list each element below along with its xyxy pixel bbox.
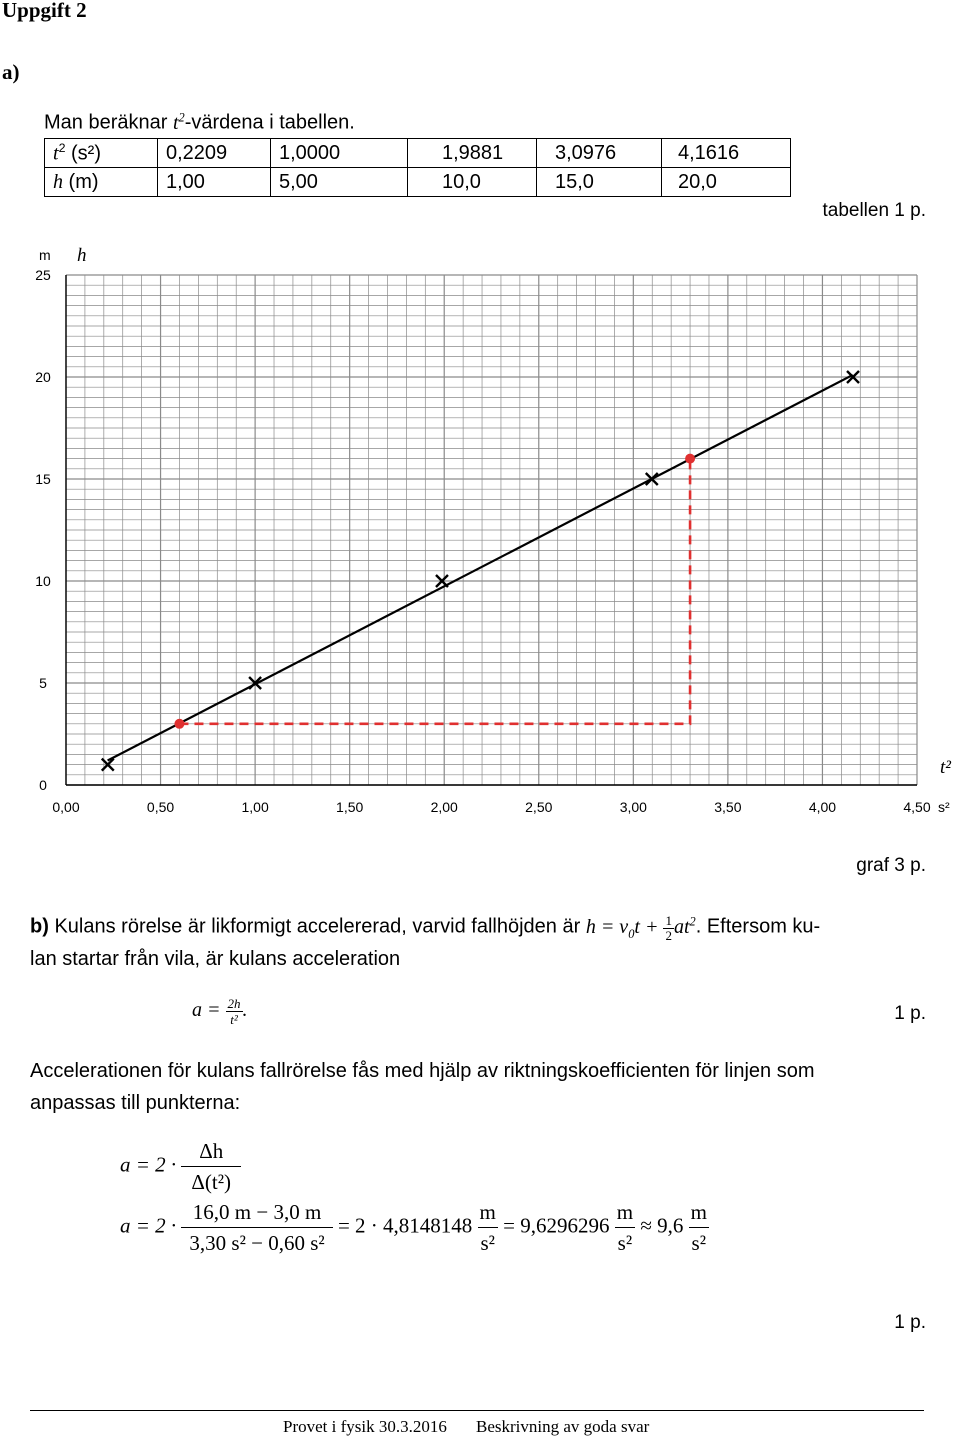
unit-fraction-1: $\frac{m}{\text{s²}}$ bbox=[478, 1197, 498, 1258]
eq2-lhs: a = 2 · bbox=[120, 1213, 177, 1238]
y-unit-label: m bbox=[39, 247, 51, 263]
eq1-lhs: a = 2 · bbox=[120, 1152, 177, 1177]
table-cell: 1,00 bbox=[158, 168, 271, 197]
table-cell: 0,2209 bbox=[158, 139, 271, 168]
y-tick-label: 10 bbox=[35, 573, 51, 589]
equation-1 bbox=[120, 1136, 241, 1197]
y-axis-label: h bbox=[77, 245, 87, 266]
fall-height-formula: $h = v_0t$ + $\frac{1}{2}$ $at^2$ bbox=[585, 912, 696, 943]
intro-variable: $t^2$ bbox=[172, 110, 185, 134]
table-row-label: $t^2$ (s²) bbox=[45, 139, 158, 168]
reading-point bbox=[685, 454, 695, 464]
y-tick-label: 20 bbox=[35, 369, 51, 385]
part-b-text-1: Kulans rörelse är likformigt accelererad, varvid fallhöjden är bbox=[54, 915, 586, 938]
x-tick-label: 2,50 bbox=[525, 799, 553, 815]
y-tick-label: 15 bbox=[35, 471, 51, 487]
table-row-h bbox=[45, 168, 791, 197]
footer-left: Provet i fysik 30.3.2016 bbox=[283, 1417, 447, 1436]
part-b-line-2: lan startar från vila, är kulans acceleration bbox=[30, 948, 401, 970]
x-tick-label: 1,00 bbox=[241, 799, 269, 815]
part-a-intro bbox=[44, 110, 355, 135]
fit-line bbox=[108, 375, 853, 761]
h-vs-t2-chart bbox=[0, 240, 960, 825]
formula-a-lhs: a = bbox=[192, 999, 226, 1022]
part-b-label: b) bbox=[30, 915, 49, 938]
formula-a-fraction: $\frac{2h}{\text{t²}}$ bbox=[227, 996, 241, 1027]
chart-grid bbox=[66, 275, 917, 785]
page-heading: Uppgift 2 bbox=[2, 0, 87, 22]
eq2-approx: ≈ 9,6 bbox=[640, 1213, 684, 1238]
intro-prefix: Man beräknar bbox=[44, 111, 173, 134]
table-cell: 1,9881 bbox=[408, 139, 537, 168]
table-points: tabellen 1 p. bbox=[822, 200, 926, 221]
eq2-mid2: = 9,6296296 bbox=[503, 1213, 610, 1238]
table-cell: 1,0000 bbox=[271, 139, 408, 168]
table-cell: 5,00 bbox=[271, 168, 408, 197]
y-tick-label: 0 bbox=[39, 777, 47, 793]
table-cell: 15,0 bbox=[537, 168, 662, 197]
values-table bbox=[44, 138, 791, 197]
footer-right: Beskrivning av goda svar bbox=[476, 1417, 650, 1436]
formula-a-points: 1 p. bbox=[894, 1003, 926, 1024]
table-cell: 10,0 bbox=[408, 168, 537, 197]
x-unit-label: s² bbox=[938, 799, 950, 815]
x-tick-label: 4,00 bbox=[808, 799, 837, 815]
table-row-t2 bbox=[45, 139, 791, 168]
acceleration-formula bbox=[192, 996, 248, 1027]
x-tick-label: 0,50 bbox=[146, 799, 175, 815]
graph-points: graf 3 p. bbox=[856, 855, 926, 876]
table-cell: 4,1616 bbox=[662, 139, 791, 168]
footer-divider bbox=[30, 1410, 924, 1411]
x-tick-label: 2,00 bbox=[430, 799, 458, 815]
part-a-label: a) bbox=[2, 60, 20, 84]
table-cell: 3,0976 bbox=[537, 139, 662, 168]
eq1-fraction: $\frac{\Delta h}{\text{Δ(t²)}}$ bbox=[181, 1136, 241, 1197]
x-axis-label: t² bbox=[940, 757, 951, 778]
reading-point bbox=[174, 719, 184, 729]
eq2-fraction: $\frac{16,0 m - 3,0 m}{\text{3,30 s² − 0,60 s²}}$ bbox=[181, 1197, 332, 1258]
table-row-label: h (m) bbox=[45, 168, 158, 197]
y-tick-label: 5 bbox=[39, 675, 47, 691]
unit-fraction-3: $\frac{m}{\text{s²}}$ bbox=[689, 1197, 709, 1258]
table-cell: 20,0 bbox=[662, 168, 791, 197]
intro-suffix: -värdena i tabellen. bbox=[184, 111, 355, 134]
part-b-text-1-end: . Eftersom ku- bbox=[695, 915, 821, 938]
equation-2 bbox=[120, 1197, 709, 1258]
y-tick-label: 25 bbox=[35, 267, 51, 283]
x-tick-label: 1,50 bbox=[336, 799, 364, 815]
x-tick-label: 3,50 bbox=[714, 799, 742, 815]
part-b-line-4: anpassas till punkterna: bbox=[30, 1092, 241, 1114]
final-points: 1 p. bbox=[894, 1312, 926, 1333]
unit-fraction-2: $\frac{m}{\text{s²}}$ bbox=[615, 1197, 635, 1258]
x-tick-label: 4,50 bbox=[903, 799, 931, 815]
part-b-line-3: Accelerationen för kulans fallrörelse fås med hjälp av riktningskoefficienten för linjen som bbox=[30, 1060, 815, 1082]
x-tick-label: 0,00 bbox=[52, 799, 80, 815]
x-tick-label: 3,00 bbox=[619, 799, 647, 815]
eq2-mid: = 2 · 4,8148148 bbox=[337, 1213, 473, 1238]
formula-a-end: . bbox=[242, 999, 248, 1022]
